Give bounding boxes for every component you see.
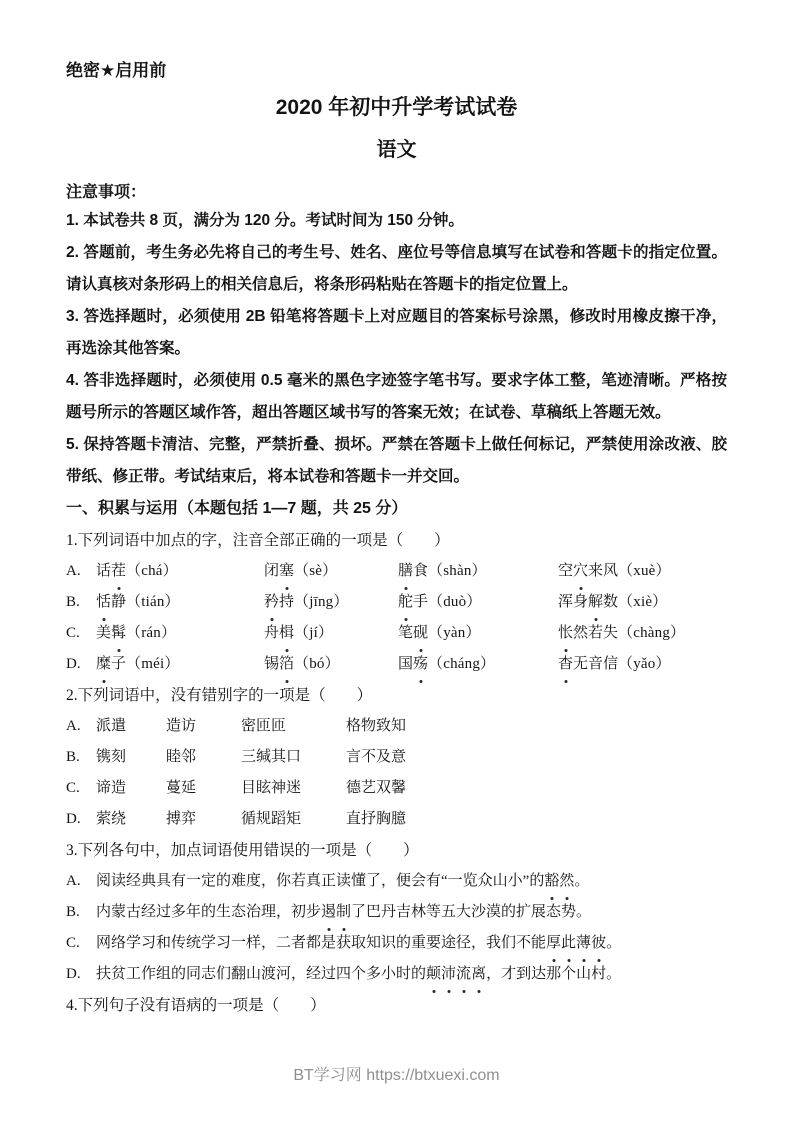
- notice-item: 1. 本试卷共 8 页，满分为 120 分。考试时间为 150 分钟。: [66, 212, 464, 229]
- q1-word: 矜持（jīng）: [264, 587, 398, 618]
- q3-sentence: 阅读经典具有一定的难度，你若真正读懂了，便会有“一览众山小”的豁然。: [96, 873, 589, 889]
- q1-word: 国殇（cháng）: [398, 649, 558, 680]
- dotted-char: 穴: [573, 556, 588, 587]
- q2-word: 格物致知: [346, 718, 407, 734]
- q1-option-row: [66, 618, 727, 649]
- dotted-char: 厚: [546, 928, 561, 959]
- q1-word: 锡箔（bó）: [264, 649, 398, 680]
- q1-option-row: [66, 556, 727, 587]
- dotted-char: 茬: [111, 556, 126, 587]
- security-classification: 绝密★启用前: [66, 61, 167, 80]
- option-label: D.: [66, 656, 81, 672]
- q1-option-row: [66, 587, 727, 618]
- q1-word: 浑身解数（xiè）: [558, 587, 667, 618]
- q3-options: [66, 866, 727, 990]
- q2-word: 萦绕: [96, 811, 127, 827]
- q2-word: 直抒胸臆: [346, 811, 407, 827]
- dotted-char: 制: [336, 897, 351, 928]
- dotted-char: 楫: [279, 618, 294, 649]
- option-label: B.: [66, 749, 80, 765]
- option-label: C.: [66, 780, 80, 796]
- dotted-char: 豁: [544, 866, 559, 897]
- option-label: B.: [66, 594, 80, 610]
- question-4-stem: 4.下列句子没有语病的一项是（ ）: [66, 997, 326, 1014]
- section-heading: 一、积累与运用（本题包括 1—7 题，共 25 分）: [66, 500, 408, 517]
- dotted-char: 颠: [426, 959, 441, 990]
- q1-word: 闭塞（sè）: [264, 556, 398, 587]
- pinyin: （xiè）: [618, 594, 668, 610]
- option-label: C.: [66, 935, 80, 951]
- pinyin: （jí）: [294, 625, 334, 641]
- notice-item: 3. 答选择题时，必须使用 2B 铅笔将答题卡上对应题目的答案标号涂黑，修改时用橡皮擦干净，再选涂其他答案。: [66, 308, 727, 357]
- pinyin: （tián）: [126, 594, 180, 610]
- exam-subject: 语文: [376, 139, 417, 161]
- q3-option-row: [66, 928, 727, 959]
- pinyin: （yǎo）: [618, 656, 671, 672]
- q2-word: 言不及意: [346, 749, 407, 765]
- notice-heading: 注意事项：: [66, 184, 147, 201]
- dotted-char: 膳: [398, 556, 413, 587]
- question-3: [66, 835, 727, 990]
- footer: [0, 1062, 793, 1085]
- q1-word: 杳无音信（yǎo）: [558, 649, 671, 680]
- pinyin: （duò）: [428, 594, 482, 610]
- pinyin: （chàng）: [618, 625, 686, 641]
- q1-word: 话茬（chá）: [96, 556, 264, 587]
- option-label: A.: [66, 563, 81, 579]
- question-3-stem: 3.下列各句中，加点词语使用错误的一项是（ ）: [66, 842, 419, 859]
- q2-word: 三缄其口: [241, 749, 302, 765]
- dotted-char: 髯: [111, 618, 126, 649]
- q3-sentence: 扶贫工作组的同志们翻山渡河，经过四个多小时的颠沛流离，才到达那个山村。: [96, 966, 621, 982]
- pinyin: （bó）: [294, 656, 340, 672]
- q2-word: 目眩神迷: [241, 780, 302, 796]
- dotted-char: 箔: [279, 649, 294, 680]
- notice-item: 5. 保持答题卡清洁、完整，严禁折叠、损坏。严禁在答题卡上做任何标记，严禁使用涂改液、胶带纸、修正带。考试结束后，将本试卷和答题卡一并交回。: [66, 436, 727, 485]
- option-label: B.: [66, 904, 80, 920]
- dotted-char: 塞: [279, 556, 294, 587]
- q1-word: 笔砚（yàn）: [398, 618, 558, 649]
- option-label: A.: [66, 873, 81, 889]
- option-label: D.: [66, 811, 81, 827]
- dotted-char: 此: [561, 928, 576, 959]
- question-4: [66, 990, 727, 1021]
- pinyin: （shàn）: [428, 563, 487, 579]
- dotted-char: 流: [456, 959, 471, 990]
- pinyin: （sè）: [294, 563, 338, 579]
- q1-word: 舟楫（jí）: [264, 618, 398, 649]
- notice-item: 4. 答非选择题时，必须使用 0.5 毫米的黑色字迹签字笔书写。要求字体工整，笔迹清晰。严格按题号所示的答题区域作答，超出答题区域书写的答案无效；在试卷、草稿纸上答题无效。: [66, 372, 727, 421]
- q2-option-row: [66, 804, 727, 835]
- q1-word: 糜子（méi）: [96, 649, 264, 680]
- q3-option-row: [66, 866, 727, 897]
- notice-list: [66, 205, 727, 493]
- dotted-char: 杳: [558, 649, 573, 680]
- q1-word: 怅然若失（chàng）: [558, 618, 685, 649]
- pinyin: （chá）: [126, 563, 178, 579]
- q1-options: [66, 556, 727, 680]
- dotted-char: 离: [471, 959, 486, 990]
- footer-site-link[interactable]: BT学习网 https://btxuexi.com: [293, 1067, 500, 1084]
- dotted-char: 矜: [264, 587, 279, 618]
- pinyin: （xuè）: [618, 563, 671, 579]
- dotted-char: 彼: [591, 928, 606, 959]
- q2-options: [66, 711, 727, 835]
- notice-item: 2. 答题前，考生务必先将自己的考生号、姓名、座位号等信息填写在试卷和答题卡的指定位置。请认真核对条形码上的相关信息后，将条形码粘贴在答题卡的指定位置上。: [66, 244, 727, 293]
- dotted-char: 糜: [96, 649, 111, 680]
- dotted-char: 舵: [398, 587, 413, 618]
- dotted-char: 解: [588, 587, 603, 618]
- q2-word: 睦邻: [166, 749, 197, 765]
- q1-word: 膳食（shàn）: [398, 556, 558, 587]
- dotted-char: 怅: [558, 618, 573, 649]
- q2-option-row: [66, 742, 727, 773]
- question-1: [66, 525, 727, 680]
- q2-word: 镌刻: [96, 749, 127, 765]
- q2-option-row: [66, 711, 727, 742]
- q3-sentence: 网络学习和传统学习一样，二者都是获取知识的重要途径，我们不能厚此薄彼。: [96, 935, 621, 951]
- pinyin: （yàn）: [428, 625, 481, 641]
- dotted-char: 殇: [413, 649, 428, 680]
- pinyin: （méi）: [126, 656, 180, 672]
- question-1-stem: 1.下列词语中加点的字，注音全部正确的一项是（ ）: [66, 532, 450, 549]
- dotted-char: 恬: [96, 587, 111, 618]
- option-label: D.: [66, 966, 81, 982]
- q1-word: 空穴来风（xuè）: [558, 556, 671, 587]
- question-2: [66, 680, 727, 835]
- q2-option-row: [66, 773, 727, 804]
- dotted-char: 遏: [321, 897, 336, 928]
- q2-word: 德艺双馨: [346, 780, 407, 796]
- pinyin: （jīng）: [294, 594, 349, 610]
- q2-word: 派遣: [96, 718, 127, 734]
- dotted-char: 沛: [441, 959, 456, 990]
- q2-word: 密匝匝: [241, 718, 287, 734]
- option-label: C.: [66, 625, 80, 641]
- q1-word: 美髯（rán）: [96, 618, 264, 649]
- q2-word: 造访: [166, 718, 197, 734]
- q3-option-row: [66, 959, 727, 990]
- dotted-char: 薄: [576, 928, 591, 959]
- pinyin: （rán）: [126, 625, 177, 641]
- q2-word: 循规蹈矩: [241, 811, 302, 827]
- exam-title: 2020 年初中升学考试试卷: [275, 96, 518, 119]
- option-label: A.: [66, 718, 81, 734]
- q2-word: 谛造: [96, 780, 127, 796]
- q1-word: 舵手（duò）: [398, 587, 558, 618]
- dotted-char: 砚: [413, 618, 428, 649]
- q2-word: 搏弈: [166, 811, 197, 827]
- q1-option-row: [66, 649, 727, 680]
- dotted-char: 然: [559, 866, 574, 897]
- pinyin: （cháng）: [428, 656, 496, 672]
- q1-word: 恬静（tián）: [96, 587, 264, 618]
- q2-word: 蔓延: [166, 780, 197, 796]
- q3-sentence: 内蒙古经过多年的生态治理，初步遏制了巴丹吉林等五大沙漠的扩展态势。: [96, 904, 591, 920]
- q3-option-row: [66, 897, 727, 928]
- question-2-stem: 2.下列词语中，没有错别字的一项是（ ）: [66, 687, 373, 704]
